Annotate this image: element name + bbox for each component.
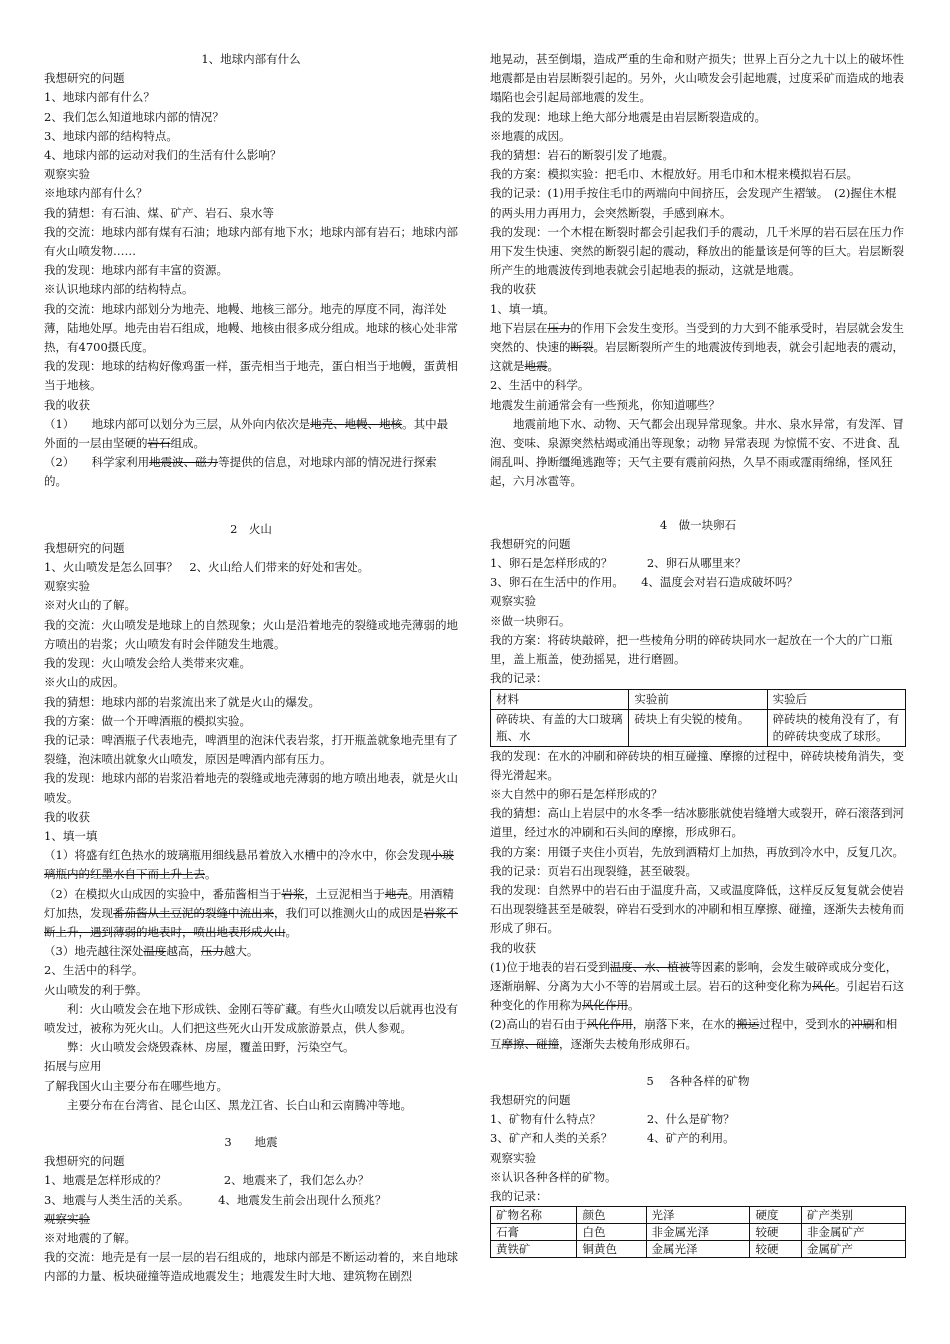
section-title: 2 火山 xyxy=(230,521,272,536)
text-line: 观察实验 xyxy=(44,167,90,182)
fill-blank-1: (1)位于地表的岩石受到温度、水、植被等因素的影响，会发生破碎或成分变化，逐渐崩解、分离为大小不等的岩屑或土层。岩石的这种变化称为风化。引起岩石这种变化的作用称为风化作用。 xyxy=(490,959,904,1013)
text-line: 我想研究的问题 xyxy=(44,540,125,555)
fill-blank-1: （1） 地球内部可以划分为三层，从外向内依次是地壳、地幔、地核。其中最外面的一层由坚硬的岩石组成。 xyxy=(44,416,449,451)
table-cell: 碎砖块、有盖的大口玻璃瓶、水 xyxy=(491,709,629,746)
text-line: 1、矿物有什么特点？ 2、什么是矿物？ xyxy=(490,1112,735,1127)
section-3-lines-c xyxy=(490,376,906,414)
fill-blank-3: （3）地壳越往深处温度越高，压力越大。 xyxy=(44,944,259,959)
text-line: ※认识各种各样的矿物。 xyxy=(490,1169,617,1184)
text-line: ※地球内部有什么？ xyxy=(44,186,148,201)
section-1 xyxy=(44,50,458,492)
text-line: 我的发现：火山喷发会给人类带来灾难。 xyxy=(44,656,251,671)
section-4 xyxy=(490,516,906,1054)
section-title: 4 做一块卵石 xyxy=(659,517,737,532)
fill-blank-1: 地下岩层在压力的作用下会发生变形。当受到的力大到不能承受时，岩层就会发生突然的、快速的断裂。岩层断裂所产生的地震波传到地表，就会引起地表的震动，这就是地震。 xyxy=(490,320,904,374)
text-line: 我的发现：地球内部有丰富的资源。 xyxy=(44,263,228,278)
text-line: 我的交流：地球内部有煤有石油；地球内部有地下水；地球内部有岩石；地球内部有火山喷发物…… xyxy=(44,224,458,259)
text-line: 我的记录：啤酒瓶子代表地壳，啤酒里的泡沫代表岩浆，打开瓶盖就象地壳里有了裂缝，泡沫喷出就象火山喷发，原因是啤酒内部有压力。 xyxy=(44,732,458,767)
text-line: 我的发现：一个木棍在断裂时都会引起我们手的震动，几千米厚的岩石层在压力作用下发生快速、突然的断裂引起的震动，释放出的能量该是何等的巨大。岩层断裂所产生的地震波传到地表就会引起地表的振动，这就是地震。 xyxy=(490,224,904,278)
table-header-cell: 光泽 xyxy=(646,1207,750,1224)
text-line: 我的方案：模拟实验：把毛巾、木棍放好。用毛巾和木棍来模拟岩石层。 xyxy=(490,167,858,182)
table-cell: 石膏 xyxy=(491,1224,577,1241)
section-title: 3 地震 xyxy=(224,1134,278,1149)
text-line: 1、填一填 xyxy=(44,828,98,843)
table-header-cell: 矿产类别 xyxy=(802,1207,906,1224)
text-line: 3、卵石在生活中的作用。 4、温度会对岩石造成破坏吗？ xyxy=(490,575,798,590)
table-header-cell: 材料 xyxy=(491,689,629,709)
section-2-lines-b xyxy=(44,961,458,999)
table-row xyxy=(491,1241,906,1258)
section-3-cont-lines xyxy=(490,50,906,319)
text-line: 我的发现：在水的冲刷和碎砖块的相互碰撞、摩擦的过程中，碎砖块棱角消失，变得光滑起来。 xyxy=(490,748,904,782)
text-line: 1、卵石是怎样形成的？ 2、卵石从哪里来？ xyxy=(490,556,747,571)
text-line: 3、地震与人类生活的关系。 4、地震发生前会出现什么预兆？ xyxy=(44,1192,387,1207)
text-line: 地震发生前通常会有一些预兆，你知道哪些？ xyxy=(490,397,720,412)
distribution-text: 主要分布在台湾省、昆仑山区、黑龙江省、长白山和云南腾冲等地。 xyxy=(67,1097,412,1112)
table-header-cell: 实验前 xyxy=(629,689,767,709)
text-line: 我的方案：将砖块敲碎，把一些棱角分明的碎砖块同水一起放在一个大的广口瓶里，盖上瓶盖，使劲摇晃，进行磨圆。 xyxy=(490,632,893,667)
text-line: 拓展与应用 xyxy=(44,1059,102,1074)
text-line: 观察实验 xyxy=(44,579,90,594)
table-cell: 非金属矿产 xyxy=(802,1224,906,1241)
text-line: ※对火山的了解。 xyxy=(44,598,136,613)
text-line: 我想研究的问题 xyxy=(44,71,125,86)
text-line: 我想研究的问题 xyxy=(490,1092,571,1107)
text-line: 我的方案：用镊子夹住小页岩，先放到酒精灯上加热，再放到冷水中，反复几次。 xyxy=(490,844,904,859)
section-2-lines xyxy=(44,539,458,846)
mineral-table xyxy=(490,1206,906,1258)
text-line: 我的交流：火山喷发是地球上的自然现象；火山是沿着地壳的裂缝或地壳薄弱的地方喷出的岩浆；火山喷发有时会伴随发生地震。 xyxy=(44,617,458,651)
text-line: 我的发现：地球上绝大部分地震是由岩层断裂造成的。 xyxy=(490,109,766,124)
text-line: 4、地球内部的运动对我们的生活有什么影响？ xyxy=(44,148,282,163)
fill-blank-2: （2） 科学家利用地震波、磁力等提供的信息，对地球内部的情况进行探索的。 xyxy=(44,455,437,489)
text-line: 3、地球内部的结构特点。 xyxy=(44,128,178,143)
table-header-row xyxy=(491,689,906,709)
text-line: 我的猜想：岩石的断裂引发了地震。 xyxy=(490,148,674,163)
section-3 xyxy=(44,1133,458,1287)
fill-blank-2: （2）在模拟火山成因的实验中，番茄酱相当于岩浆，土豆泥相当于地壳。用酒精灯加热，发现番茄酱从土豆泥的裂缝中流出来，我们可以推测火山的成因是岩浆不断上升，遇到薄弱的地表时，喷出地表形成火山。 xyxy=(44,886,458,939)
section-2 xyxy=(44,520,458,1115)
table-cell: 黄铁矿 xyxy=(491,1241,577,1258)
text-line: ※大自然中的卵石是怎样形成的？ xyxy=(490,786,663,801)
text-line: 我的交流：地壳是有一层一层的岩石组成的，地球内部是不断运动着的，来自地球内部的力量、板块碰撞等造成地震发生；地震发生时大地、建筑物在剧烈 xyxy=(44,1250,458,1284)
text-line: ※对地震的了解。 xyxy=(44,1230,136,1245)
record-table xyxy=(490,689,906,747)
text-line: ※火山的成因。 xyxy=(44,675,125,690)
table-row xyxy=(491,709,906,746)
text-line: 我的发现：地球的结构好像鸡蛋一样，蛋壳相当于地壳，蛋白相当于地幔，蛋黄相当于地核。 xyxy=(44,359,458,393)
text-line: ※做一块卵石。 xyxy=(490,613,571,628)
table-header-row xyxy=(491,1207,906,1224)
section-title: 5 各种各样的矿物 xyxy=(646,1073,750,1088)
text-line: 我的收获 xyxy=(44,397,90,412)
text-line: 我的收获 xyxy=(490,282,536,297)
section-5-lines xyxy=(490,1091,906,1206)
text-line: 2、生活中的科学。 xyxy=(44,963,144,978)
table-cell: 较硬 xyxy=(750,1224,802,1241)
table-cell: 铜黄色 xyxy=(577,1241,646,1258)
observe-heading: 观察实验 xyxy=(44,1211,90,1226)
text-line: 1、地震是怎样形成的？ 2、地震来了，我们怎么办？ xyxy=(44,1173,370,1188)
text-line: 我的记录： xyxy=(490,671,548,686)
table-header-cell: 实验后 xyxy=(767,689,905,709)
text-line: 2、我们怎么知道地球内部的情况？ xyxy=(44,109,224,124)
text-line: 火山喷发的利于弊。 xyxy=(44,982,148,997)
section-3-lines xyxy=(44,1152,458,1210)
text-line: 1、填一填。 xyxy=(490,301,555,316)
text-line: 我的记录：(1)用手按住毛巾的两端向中间挤压，会发现产生褶皱。 (2)握住木棍的两头用力再用力，会突然断裂，手感到麻木。 xyxy=(490,186,897,220)
table-cell: 碎砖块的棱角没有了，有的碎砖块变成了球形。 xyxy=(767,709,905,746)
section-3-continued xyxy=(490,50,906,492)
text-line: 2、生活中的科学。 xyxy=(490,378,590,393)
harm-text: 弊：火山喷发会烧毁森林、房屋，覆盖田野，污染空气。 xyxy=(67,1040,355,1055)
text-line: 我的交流：地球内部划分为地壳、地幔、地核三部分。地壳的厚度不同，海洋处薄，陆地处厚。地壳由岩石组成，地幔、地核由很多成分组成。地球的核心处非常热，有4700摄氏度。 xyxy=(44,301,458,355)
table-header-cell: 颜色 xyxy=(577,1207,646,1224)
table-cell: 砖块上有尖锐的棱角。 xyxy=(629,709,767,746)
section-2-lines-c xyxy=(44,1057,458,1095)
text-line: 我的猜想：高山上岩层中的水冬季一结冰膨胀就使岩缝增大或裂开，碎石滚落到河道里，经过水的冲刷和石头间的摩擦，形成卵石。 xyxy=(490,806,904,840)
text-line: 我的收获 xyxy=(44,809,90,824)
table-row xyxy=(491,1224,906,1241)
section-1-lines xyxy=(44,69,458,415)
text-line: 我的猜想：地球内部的岩浆流出来了就是火山的爆发。 xyxy=(44,694,320,709)
table-cell: 较硬 xyxy=(750,1241,802,1258)
section-4-lines xyxy=(490,535,906,689)
text-line: 地晃动，甚至倒塌，造成严重的生命和财产损失；世界上百分之九十以上的破坏性地震都是由岩层断裂引起的。另外，火山喷发会引起地震，过度采矿而造成的地表塌陷也会引起局部地震的发生。 xyxy=(490,52,904,105)
table-cell: 金属光泽 xyxy=(646,1241,750,1258)
text-line: 观察实验 xyxy=(490,594,536,609)
text-line: 1、火山喷发是怎么回事？ 2、火山给人们带来的好处和害处。 xyxy=(44,560,370,575)
fill-blank-1: （1）将盛有红色热水的玻璃瓶用细线悬吊着放入水槽中的冷水中，你会发现小玻璃瓶内的红墨水自下而上升上去。 xyxy=(44,848,454,882)
table-header-cell: 矿物名称 xyxy=(491,1207,577,1224)
text-line: 我的记录：页岩石出现裂缝，甚至破裂。 xyxy=(490,863,697,878)
text-line: ※认识地球内部的结构特点。 xyxy=(44,282,194,297)
text-line: 1、地球内部有什么？ xyxy=(44,90,155,105)
section-3-lines-b xyxy=(44,1229,458,1287)
text-line: 3、矿产和人类的关系？ 4、矿产的利用。 xyxy=(490,1131,735,1146)
text-line: 我的发现：自然界中的岩石由于温度升高，又或温度降低，这样反反复复就会使岩石出现裂缝甚至是破裂，碎岩石受到水的冲刷和相互摩擦、碰撞，逐渐失去棱角而形成了卵石。 xyxy=(490,882,904,936)
text-line: ※地震的成因。 xyxy=(490,128,571,143)
table-cell: 非金属光泽 xyxy=(646,1224,750,1241)
right-column xyxy=(490,50,906,1258)
section-title: 1、地球内部有什么 xyxy=(201,52,301,66)
text-line: 我的发现：地球内部的岩浆沿着地壳的裂缝或地壳薄弱的地方喷出地表，就是火山喷发。 xyxy=(44,771,458,805)
table-header-cell: 硬度 xyxy=(750,1207,802,1224)
text-line: 我想研究的问题 xyxy=(490,536,571,551)
text-line: 观察实验 xyxy=(490,1150,536,1165)
omen-text: 地震前地下水、动物、天气都会出现异常现象。井水、泉水异常，有发浑、冒泡、变味、泉源突然枯竭或涌出等现象；动物 异常表现 为惊慌不安、不进食、乱闹乱叫、挣断缰绳逃跑等；天气主要有震前闷热，久旱不雨或霪雨绵绵，怪风狂起，六月冰雹等。 xyxy=(490,416,904,489)
text-line: 我的方案：做一个开啤酒瓶的模拟实验。 xyxy=(44,713,251,728)
text-line: 了解我国火山主要分布在哪些地方。 xyxy=(44,1078,228,1093)
benefit-text: 利：火山喷发会在地下形成铁、金刚石等矿藏。有些火山喷发以后就再也没有喷发过，被称为死火山。人们把这些死火山开发成旅游景点，供人参观。 xyxy=(44,1001,458,1035)
section-4-lines-b xyxy=(490,747,906,958)
text-line: 我的收获 xyxy=(490,940,536,955)
text-line: 我的记录： xyxy=(490,1188,548,1203)
table-cell: 白色 xyxy=(577,1224,646,1241)
section-5 xyxy=(490,1072,906,1258)
left-column xyxy=(44,50,458,1287)
text-line: 我想研究的问题 xyxy=(44,1154,125,1169)
text-line: 我的猜想：有石油、煤、矿产、岩石、泉水等 xyxy=(44,205,274,220)
fill-blank-2: (2)高山的岩石由于风化作用，崩落下来，在水的搬运过程中，受到水的冲刷和相互摩擦、碰撞，逐渐失去棱角形成卵石。 xyxy=(490,1017,898,1051)
table-cell: 金属矿产 xyxy=(802,1241,906,1258)
